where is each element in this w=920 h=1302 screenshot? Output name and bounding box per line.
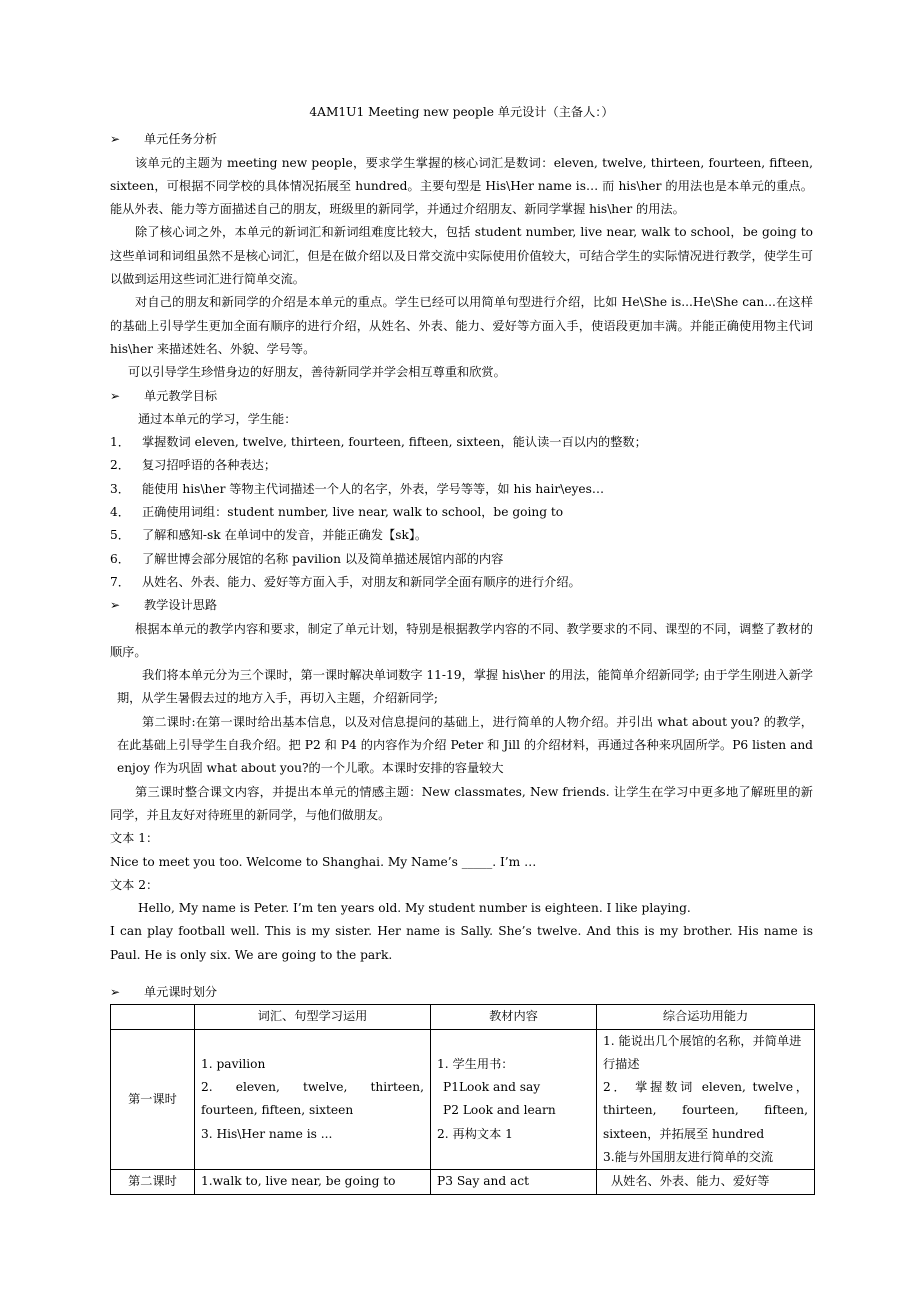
section-heading-text: 单元任务分析 [144, 132, 218, 147]
document-body [110, 101, 813, 1195]
ability-line: 3.能与外国朋友进行简单的交流 [603, 1150, 774, 1165]
section-heading-lesson-division [110, 981, 813, 1004]
paragraph: 除了核心词之外，本单元的新词汇和新词组难度比较大，包括 student number, live near, walk to school，be going to 这些单词和词组虽然不是核心词汇，但是在做介绍以及日常交流中实际使用价值较大，可结合学生的实际情况进行教学，使学生可以做到运用这些词汇进行简单交流。 [110, 225, 813, 287]
section-heading-text: 教学设计思路 [144, 598, 218, 613]
goal-text: 能使用 his\her 等物主代词描述一个人的名字，外表，学号等等，如 his hair\eyes… [142, 481, 605, 496]
goal-text: 复习招呼语的各种表达； [142, 458, 277, 473]
section-heading-design-ideas [110, 594, 813, 617]
goal-item [110, 501, 813, 524]
vocab-line: 3. His\Her name is ... [201, 1126, 333, 1141]
section-heading-text: 单元课时划分 [144, 984, 218, 999]
section-heading-text: 单元教学目标 [144, 388, 218, 403]
paragraph: 对自己的朋友和新同学的介绍是本单元的重点。学生已经可以用简单句型进行介绍，比如 He\She is...He\She can...在这样的基础上引导学生更加全面有顺序的进行介绍，从姓名、外表、能力、爱好等方面入手，使语段更加丰满。并能正确使用物主代词 his\her 来描述姓名、外貌、学号等。 [110, 295, 813, 356]
ability-cell: 从姓名、外表、能力、爱好等 [597, 1170, 815, 1194]
table-row [111, 1170, 815, 1194]
material-line: P2 Look and learn [443, 1103, 556, 1118]
vocab-line: 2. eleven, twelve, thirteen, fourteen, fifteen, sixteen [201, 1080, 424, 1118]
paragraph: 第三课时整合课文内容，并提出本单元的情感主题：New classmates, New friends. 让学生在学习中更多地了解班里的新同学，并且友好对待班里的新同学，与他们做朋友。 [110, 784, 813, 822]
paragraph: 我们将本单元分为三个课时，第一课时解决单词数字 11-19，掌握 his\her 的用法，能简单介绍新同学; 由于学生刚进入新学期，从学生暑假去过的地方入手，再切入主题，介绍新同学; [117, 668, 813, 706]
text2-paragraph: I can play football well. This is my sister. Her name is Sally. She’s twelve. And this is my brother. His name is Paul. He is only six. We are going to the park. [110, 924, 813, 962]
section-heading-teaching-goals [110, 385, 813, 408]
material-line: 1. 学生用书： [437, 1056, 514, 1071]
goal-text: 了解和感知-sk 在单词中的发音，并能正确发【sk】。 [142, 528, 428, 543]
goal-text: 掌握数词 eleven, twelve, thirteen, fourteen, fifteen, sixteen，能认读一百以内的整数； [142, 435, 647, 450]
goal-item [110, 571, 813, 594]
lesson-label-cell: 第一课时 [111, 1029, 195, 1170]
goal-item [110, 431, 813, 454]
lesson-table [110, 1004, 815, 1194]
page-title: 4AM1U1 Meeting new people 单元设计（主备人：） [309, 105, 614, 119]
text1-body: Nice to meet you too. Welcome to Shanghai. My Name’s _____. I’m … [110, 854, 537, 869]
goal-item [110, 478, 813, 501]
ability-line: 1. 能说出几个展馆的名称，并简单进行描述 [603, 1033, 802, 1071]
goal-item [110, 454, 813, 477]
material-cell [431, 1029, 597, 1170]
text1-label: 文本 1： [110, 831, 159, 846]
material-cell: P3 Say and act [431, 1170, 597, 1194]
paragraph: 可以引导学生珍惜身边的好朋友，善待新同学并学会相互尊重和欣赏。 [128, 365, 506, 380]
paragraph: 根据本单元的教学内容和要求，制定了单元计划，特别是根据教学内容的不同、教学要求的不同、课型的不同，调整了教材的顺序。 [110, 621, 813, 659]
goal-text: 从姓名、外表、能力、爱好等方面入手，对朋友和新同学全面有顺序的进行介绍。 [142, 574, 581, 589]
goal-number: 3． [110, 481, 130, 496]
arrow-bullet-icon: ➢ [110, 984, 121, 999]
paragraph: 第二课时:在第一课时给出基本信息，以及对信息提问的基础上，进行简单的人物介绍。并引出 what about you? 的教学，在此基础上引导学生自我介绍。把 P2 和 P4 的内容作为介绍 Peter 和 Jill 的介绍材料，再通过各种来巩固所学。P6 listen and enjoy 作为巩固 what about you?的一个儿歌。本课时安排的容量较大 [117, 714, 813, 776]
material-line: 2. 再构文本 1 [437, 1126, 513, 1141]
goal-number: 5． [110, 528, 130, 543]
ability-line: 2． 掌握数词 eleven, twelve，thirteen, fourteen, fifteen, sixteen，并拓展至 hundred [603, 1080, 808, 1141]
goal-item [110, 548, 813, 571]
material-line: P1Look and say [443, 1080, 541, 1095]
table-header-row [111, 1005, 815, 1029]
lesson-label-cell: 第二课时 [111, 1170, 195, 1194]
vocab-line: 1. pavilion [201, 1056, 266, 1071]
vocab-cell [195, 1029, 431, 1170]
arrow-bullet-icon: ➢ [110, 388, 121, 403]
goal-number: 2． [110, 458, 130, 473]
text2-label: 文本 2： [110, 877, 159, 892]
table-header-cell [111, 1005, 195, 1029]
goal-item [110, 524, 813, 547]
table-header-cell: 词汇、句型学习运用 [195, 1005, 431, 1029]
goal-text: 了解世博会部分展馆的名称 pavilion 以及简单描述展馆内部的内容 [142, 551, 504, 566]
goal-number: 6． [110, 551, 130, 566]
table-header-cell: 教材内容 [431, 1005, 597, 1029]
paragraph: 该单元的主题为 meeting new people，要求学生掌握的核心词汇是数词：eleven, twelve, thirteen, fourteen, fifteen, sixteen，可根据不同学校的具体情况拓展至 hundred。主要句型是 His\Her name is… 而 his\her 的用法也是本单元的重点。能从外表、能力等方面描述自己的朋友，班级里的新同学，并通过介绍朋友、新同学掌握 his\her 的用法。 [110, 155, 813, 217]
table-row [111, 1029, 815, 1170]
goals-intro: 通过本单元的学习，学生能： [138, 411, 297, 426]
arrow-bullet-icon: ➢ [110, 598, 121, 613]
table-header-cell: 综合运功用能力 [597, 1005, 815, 1029]
goal-number: 7． [110, 574, 130, 589]
goal-text: 正确使用词组：student number, live near, walk to school，be going to [142, 505, 564, 520]
text2-line: Hello, My name is Peter. I’m ten years old. My student number is eighteen. I like playing. [138, 901, 691, 916]
arrow-bullet-icon: ➢ [110, 132, 121, 147]
ability-cell [597, 1029, 815, 1170]
vocab-cell: 1.walk to, live near, be going to [195, 1170, 431, 1194]
section-heading-task-analysis [110, 128, 813, 151]
goal-number: 1． [110, 435, 130, 450]
goal-number: 4． [110, 505, 130, 520]
